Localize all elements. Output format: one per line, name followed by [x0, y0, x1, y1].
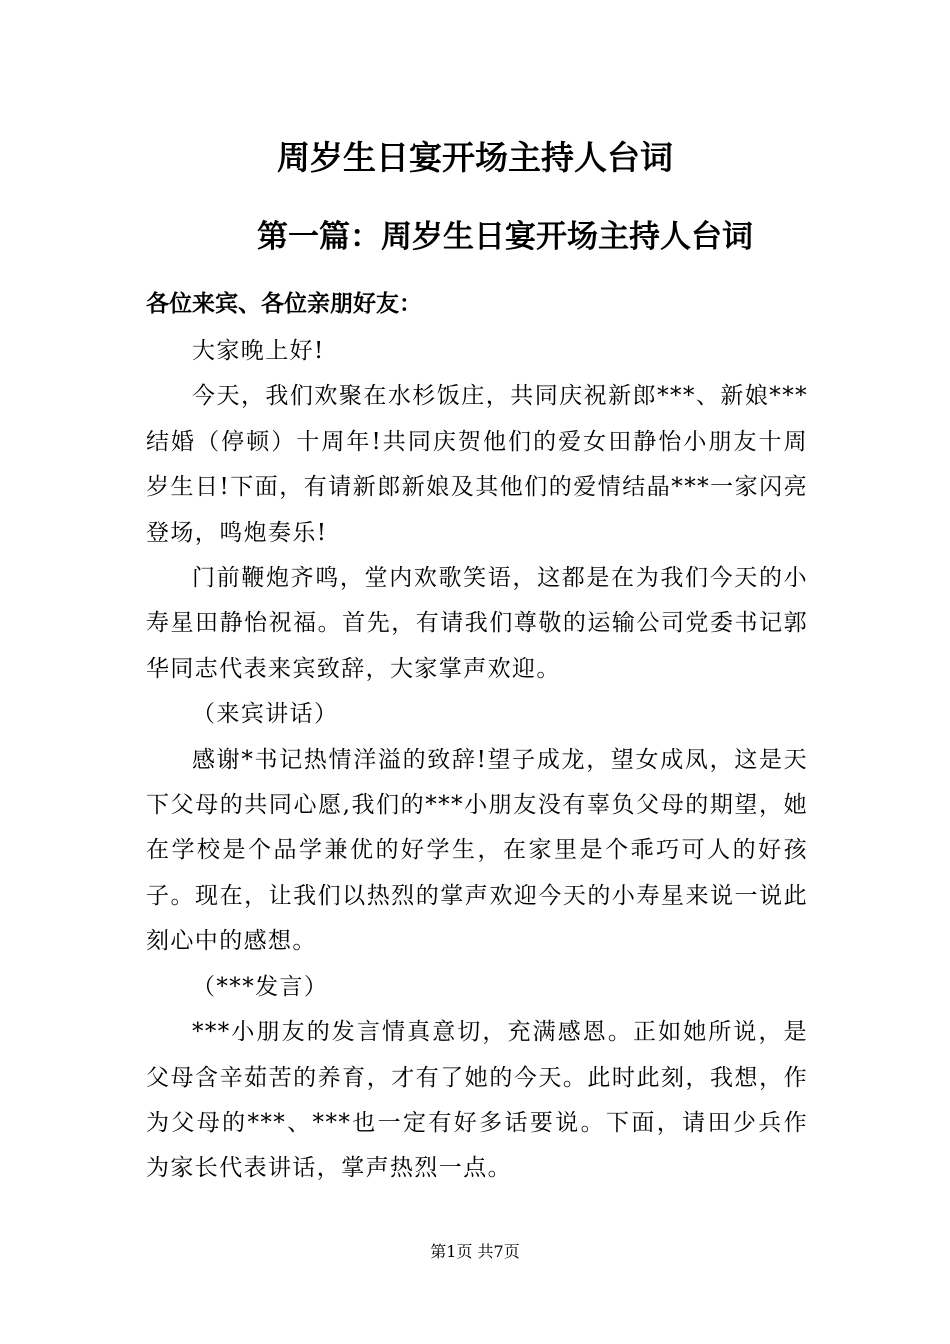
- salutation: 各位来宾、各位亲朋好友：: [146, 290, 422, 317]
- document-body: [146, 329, 808, 1192]
- paragraph-greeting: 大家晚上好!: [192, 338, 325, 364]
- page-number-footer: 第1页 共7页: [430, 1242, 520, 1261]
- stage-direction-child-speech: （***发言）: [192, 973, 329, 1000]
- paragraph-blessing: 门前鞭炮齐鸣，堂内欢歌笑语，这都是在为我们今天的小寿星田静怡祝福。首先，有请我们尊敬的运输公司党委书记郭华同志代表来宾致辞，大家掌声欢迎。: [146, 565, 808, 682]
- document-title: 周岁生日宴开场主持人台词: [277, 138, 673, 177]
- section-title: 第一篇：周岁生日宴开场主持人台词: [257, 219, 753, 255]
- paragraph-thanks: 感谢*书记热情洋溢的致辞!望子成龙，望女成凤，这是天下父母的共同心愿,我们的***小朋友没有辜负父母的期望，她在学校是个品学兼优的好学生，在家里是个乖巧可人的好孩子。现在，让我们以热烈的掌声欢迎今天的小寿星来说一说此刻心中的感想。: [146, 746, 808, 955]
- stage-direction-guest-speech: （来宾讲话）: [192, 701, 339, 728]
- paragraph-opening: 今天，我们欢聚在水杉饭庄，共同庆祝新郎***、新娘***结婚（停顿）十周年!共同庆贺他们的爱女田静怡小朋友十周岁生日!下面，有请新郎新娘及其他们的爱情结晶***一家闪亮登场，鸣炮奏乐!: [146, 383, 808, 546]
- paragraph-parents: ***小朋友的发言情真意切，充满感恩。正如她所说，是父母含辛茹苦的养育，才有了她的今天。此时此刻，我想，作为父母的***、***也一定有好多话要说。下面，请田少兵作为家长代表讲话，掌声热烈一点。: [146, 1019, 808, 1182]
